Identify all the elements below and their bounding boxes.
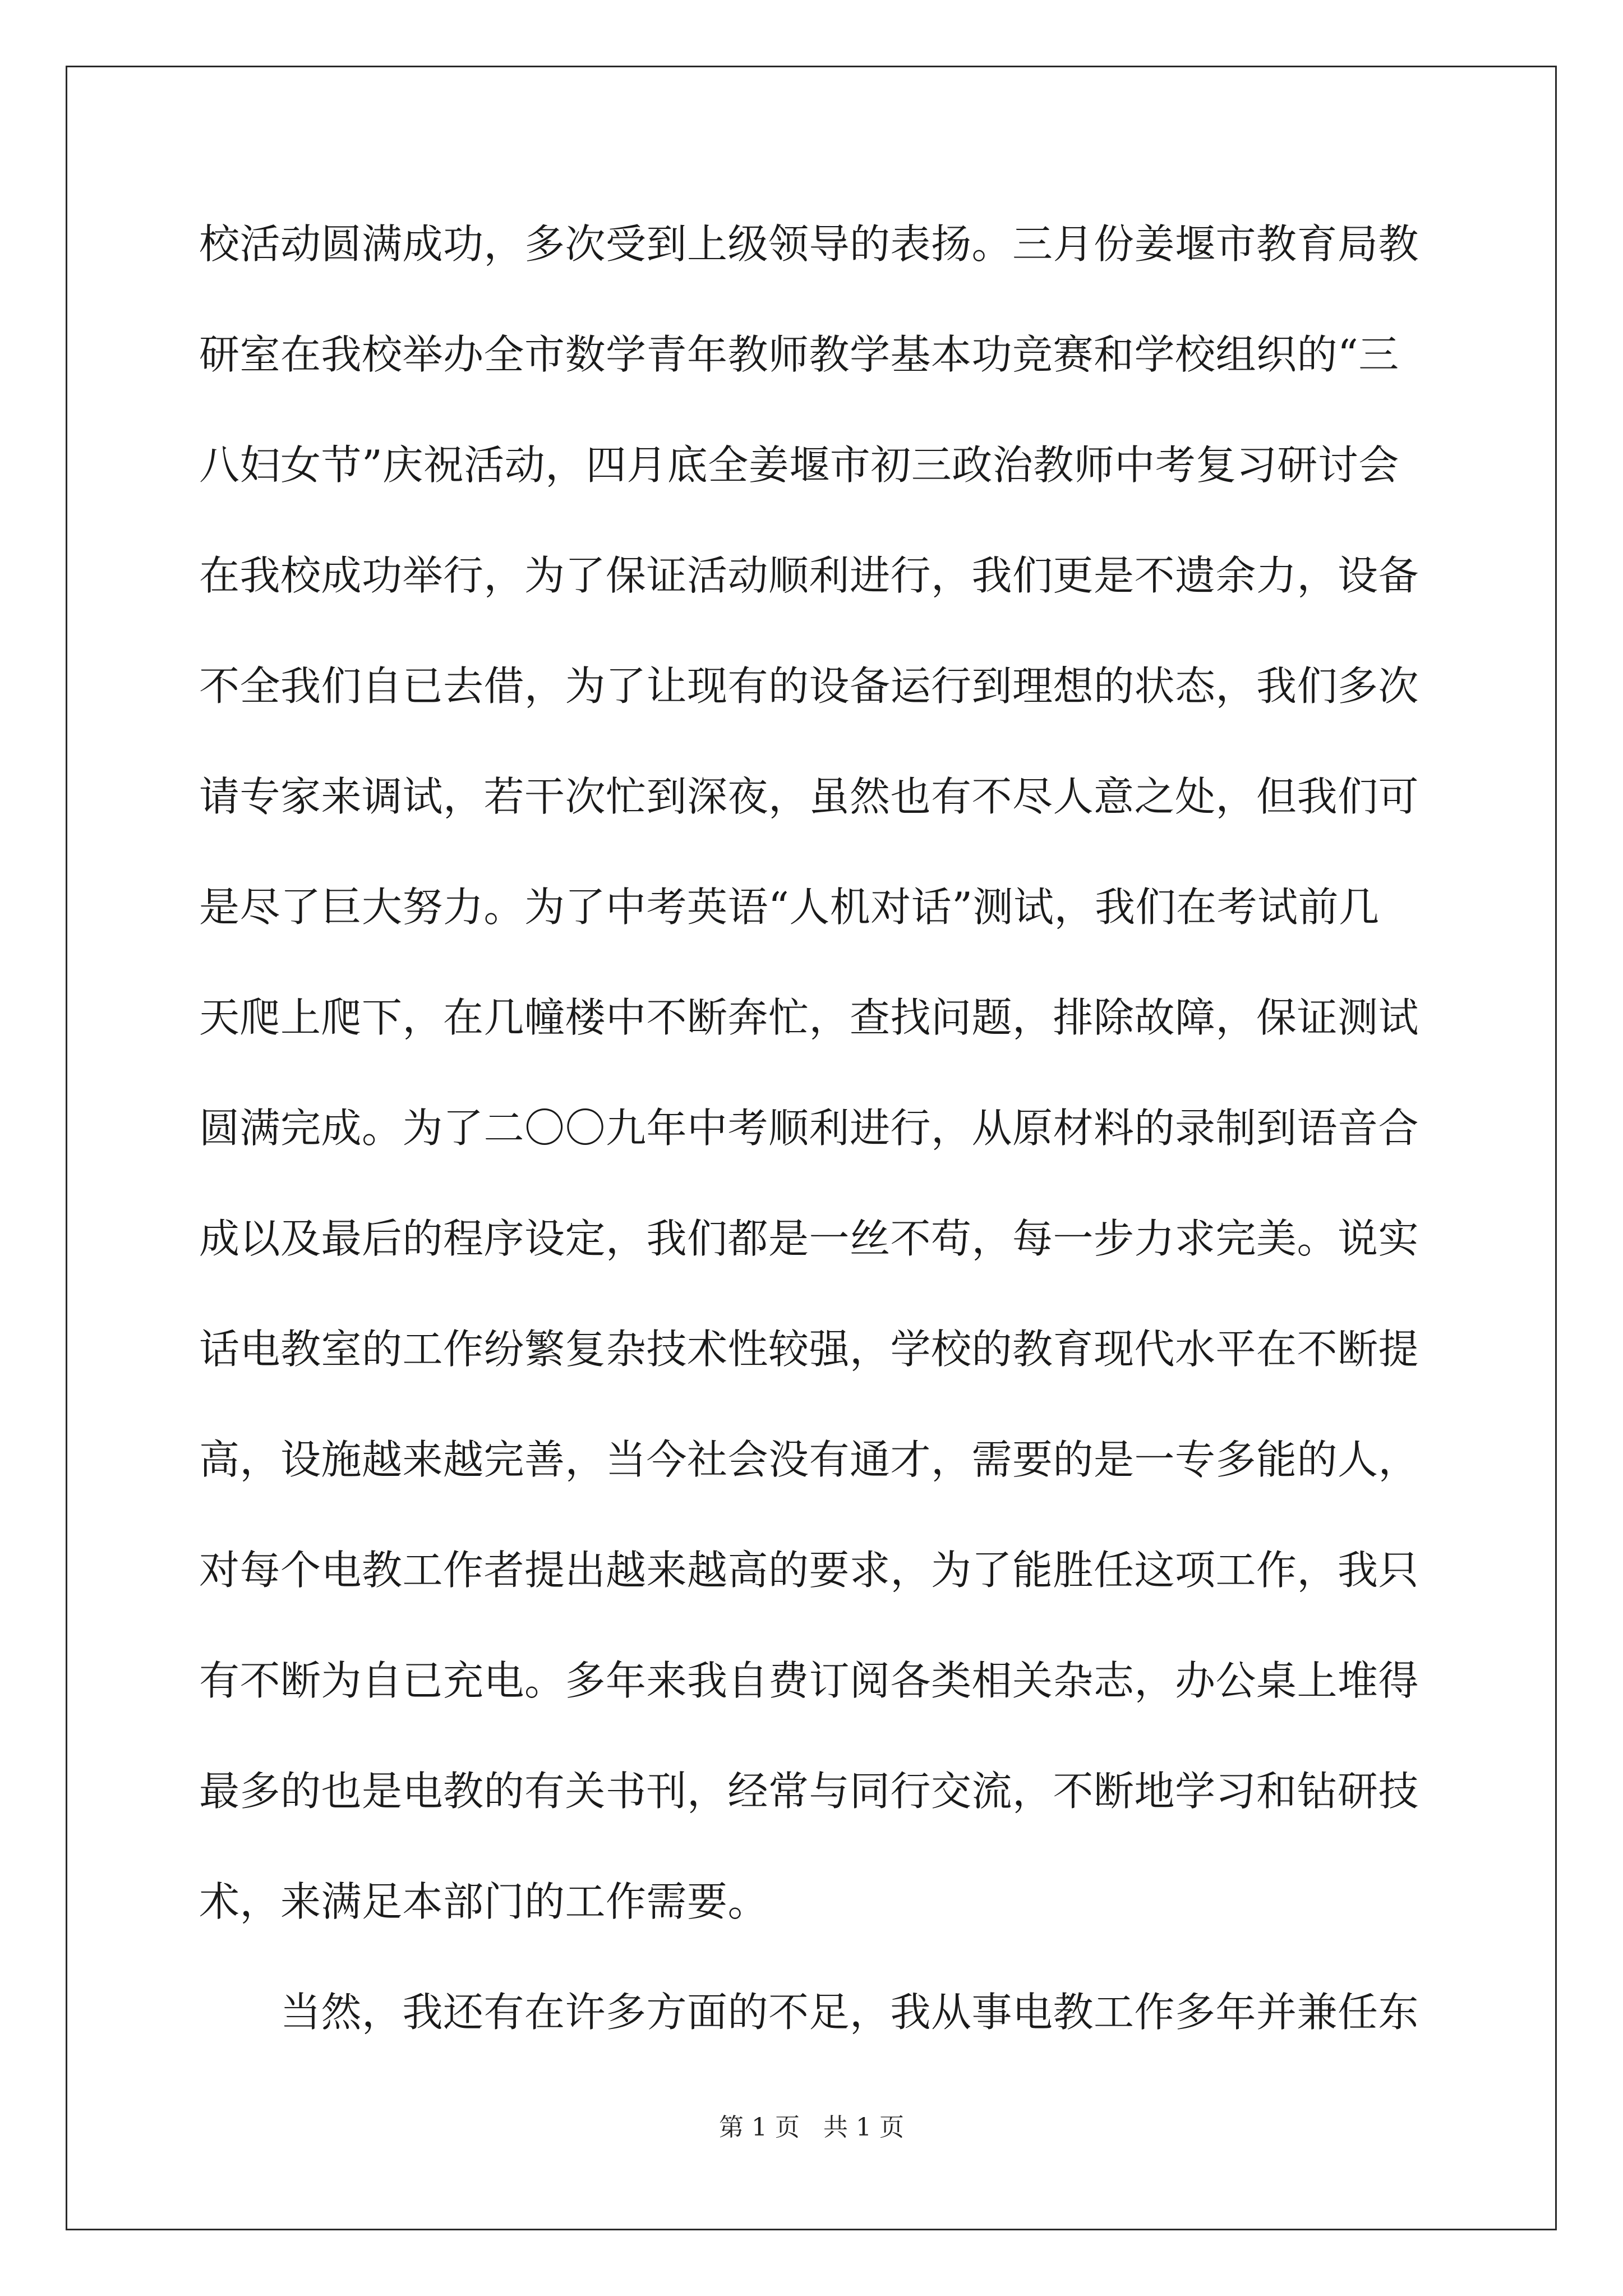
- text-line: 不全我们自已去借，为了让现有的设备运行到理想的状态，我们多次: [199, 662, 1419, 710]
- page-footer: [0, 2111, 1623, 2145]
- text-line: 对每个电教工作者提出越来越高的要求，为了能胜任这项工作，我只: [199, 1547, 1419, 1594]
- text-line: 高，设施越来越完善，当今社会没有通才，需要的是一专多能的人，: [199, 1436, 1419, 1483]
- text-line: 八妇女节”庆祝活动，四月底全姜堰市初三政治教师中考复习研讨会: [199, 441, 1399, 489]
- text-line: 术，来满足本部门的工作需要。: [199, 1878, 769, 1925]
- text-line: 话电教室的工作纷繁复杂技术性较强，学校的教育现代水平在不断提: [199, 1326, 1419, 1373]
- text-line: 圆满完成。为了二〇〇九年中考顺利进行，从原材料的录制到语音合: [199, 1105, 1419, 1152]
- paragraph-start-line: 当然，我还有在许多方面的不足，我从事电教工作多年并兼任东: [280, 1989, 1419, 2036]
- text-line: 校活动圆满成功，多次受到上级领导的表扬。三月份姜堰市教育局教: [199, 220, 1419, 268]
- text-line: 成以及最后的程序设定，我们都是一丝不苟，每一步力求完美。说实: [199, 1215, 1419, 1262]
- text-line: 最多的也是电教的有关书刊，经常与同行交流，不断地学习和钻研技: [199, 1768, 1419, 1815]
- text-line: 是尽了巨大努力。为了中考英语“人机对话”测试，我们在考试前几: [199, 884, 1380, 931]
- page-number: 第 1 页: [719, 2113, 800, 2142]
- text-line: 请专家来调试，若干次忙到深夜，虽然也有不尽人意之处，但我们可: [199, 773, 1419, 820]
- page-total: 共 1 页: [823, 2113, 904, 2142]
- text-line: 有不断为自已充电。多年来我自费订阅各类相关杂志，办公桌上堆得: [199, 1657, 1419, 1704]
- text-line: 研室在我校举办全市数学青年教师教学基本功竞赛和学校组织的“三: [199, 331, 1399, 378]
- document-body: [199, 216, 1433, 2095]
- text-line: 在我校成功举行，为了保证活动顺利进行，我们更是不遗余力，设备: [199, 552, 1419, 599]
- text-line: 天爬上爬下，在几幢楼中不断奔忙，查找问题，排除故障，保证测试: [199, 994, 1419, 1041]
